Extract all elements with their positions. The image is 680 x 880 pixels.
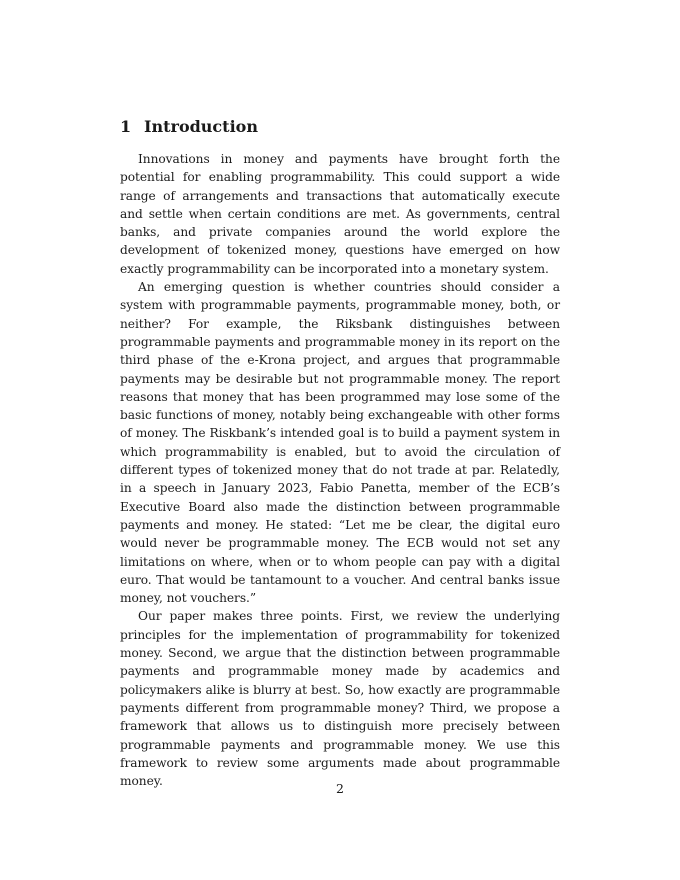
section-title: Introduction: [144, 117, 258, 136]
section-number: 1: [120, 117, 132, 136]
paragraph-1: Innovations in money and payments have brought forth the potential for enabling programmability. This could support a wide range of arrangements and transactions that automatically execute and settle when certain conditions are met. As governments, central banks, and private companies around the world explore the development of tokenized money, questions have emerged on how exactly programmability can be incorporated into a monetary system.: [120, 152, 560, 276]
paragraph-2: An emerging question is whether countries should consider a system with programmable payments, programmable money, both, or neither? For example, the Riksbank distinguishes between programmable payments and programmable money in its report on the third phase of the e-Krona project, and argues that programmable payments may be desirable but not programmable money. The report reasons that money that has been programmed may lose some of the basic functions of money, notably being exchangeable with other forms of money. The Riskbank’s intended goal is to build a payment system in which programmability is enabled, but to avoid the circulation of different types of tokenized money that do not trade at par. Relatedly, in a speech in January 2023, Fabio Panetta, member of the ECB’s Executive Board also made the distinction between programmable payments and money. He stated: “Let me be clear, the digital euro would never be programmable money. The ECB would not set any limitations on where, when or to whom people can pay with a digital euro. That would be tantamount to a voucher. And central banks issue money, not vouchers.”: [120, 280, 560, 606]
paragraph-3: Our paper makes three points. First, we review the underlying principles for the implementation of programmability for tokenized money. Second, we argue that the distinction between programmable payments and programmable money made by academics and policymakers alike is blurry at best. So, how exactly are programmable payments different from programmable money? Third, we propose a framework that allows us to distinguish more precisely between programmable payments and programmable money. We use this framework to review some arguments made about programmable money.: [120, 609, 560, 789]
body-text: [120, 150, 560, 790]
section-heading: [120, 116, 258, 138]
page-number: 2: [336, 781, 344, 796]
